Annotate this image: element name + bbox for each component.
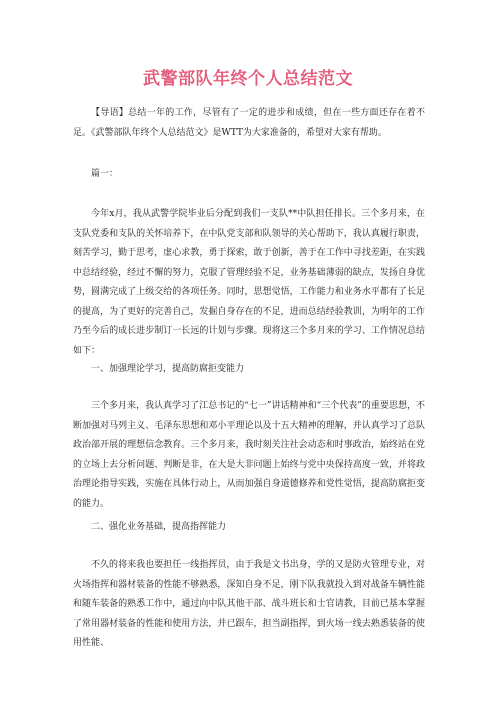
section-heading-2: 二、强化业务基础，提高指挥能力 (91, 522, 227, 532)
body-paragraph-3: 不久的将来我也要担任一线指挥员，由于我是文书出身，学的又是防火管理专业，对火场指挥和器材装备的性能不够熟悉，深知自身不足，刚下队我就投入到对战备车辆性能和随车装备的熟悉工作中，通过向中队其他干部、战斗班长和士官请教，目前已基本掌握了常用器材装备的性能和使用方法，并已跟车，担当副指挥，到火场一线去熟悉装备的使用性能、 (73, 560, 425, 648)
section-label: 篇一： (91, 169, 119, 179)
body-paragraph-2: 三个多月来，我认真学习了江总书记的“七一”讲话精神和“三个代表”的重要思想，不断加强对马列主义、毛泽东思想和邓小平理论以及十五大精神的理解，并认真学习了总队政治部开展的理想信念教育。三个多月来，我时刻关注社会动态和时事政治，始终站在党的立场上去分析问题、判断是非，在大是大非问题上始终与党中央保持高度一致，并将政治理论指导实践，实施在具体行动上，从而加强自身道德修养和党性觉悟，提高防腐拒变的能力。 (73, 401, 425, 509)
section-heading-1: 一、加强理论学习，提高防腐拒变能力 (91, 364, 245, 374)
document-title: 武警部队年终个人总结范文 (143, 69, 353, 89)
intro-paragraph: 【导语】总结一年的工作，尽管有了一定的进步和成绩，但在一些方面还存在着不足。《武警部队年终个人总结范文》是WTT为大家准备的，希望对大家有帮助。 (73, 108, 425, 138)
body-paragraph-1: 今年x月，我从武警学院毕业后分配到我们一支队**中队担任排长。三个多月来，在支队党委和支队的关怀培养下，在中队党支部和队领导的关心帮助下，我认真履行职责，刻苦学习，勤于思考，虚心求教，勇于探索，敢于创新，善于在工作中寻找差距，在实践中总结经验，经过不懈的努力，克服了管理经验不足，业务基础薄弱的缺点，发扬自身优势，圆满完成了上级交给的各项任务。同时，思想觉悟，工作能力和业务水平都有了长足的提高，为了更好的完善自己，发掘自身存在的不足，进而总结经验教训，为明年的工作乃至今后的成长进步制订一长远的计划与步骤。现将这三个多月来的学习、工作情况总结如下： (73, 209, 425, 356)
